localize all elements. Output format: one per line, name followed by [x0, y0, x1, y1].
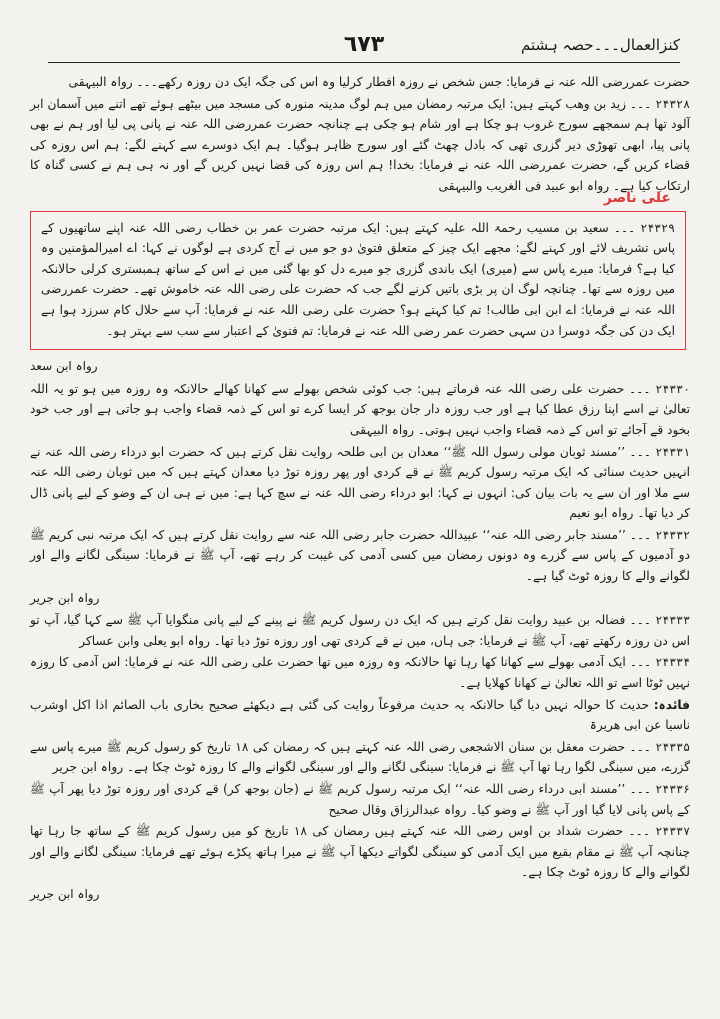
hadith-number: ۲۴۳۳۱ — [655, 444, 690, 459]
hadith-number: ۲۴۳۲۸ — [655, 96, 691, 111]
hadith-number: ۲۴۳۳۵ — [655, 739, 691, 754]
hadith-number: ۲۴۳۲۹ — [640, 220, 676, 235]
hadith-paragraph: ۲۴۳۳۵ ۔۔۔ حضرت معقل بن سنان الاشجعی رضی اللہ عنہ کہتے ہیں کہ رمضان کی ۱۸ تاریخ کو رسول کریم ﷺ میرے پاس سے گزرے، میں سینگی لگوا رہا تھا آپ ﷺ نے فرمایا: سینگی لگانے والے اور سینگی لگوانے والے کا روزہ ٹوٹ چکا ہے۔ رواہ ابن جریر — [30, 739, 691, 775]
hadith-paragraph: ۲۴۳۳۶ ۔۔۔ ’’مسند ابی درداء رضی اللہ عنہ‘‘ ایک مرتبہ رسول کریم ﷺ نے (جان بوجھ کر) قے کردی اور روزہ توڑ دیا پھر آپ ﷺ کے پاس پانی لایا گیا اور آپ ﷺ نے وضو کیا۔ رواہ عبدالرزاق وقال صحیح — [30, 782, 690, 817]
paragraph-text: ’’مسند ثوبان مولی رسول اللہ ﷺ‘‘ معدان بن ابی طلحہ روایت نقل کرتے ہیں کہ حضرت ابو درداء رضی اللہ عنہ نے انہیں حدیث سنائی کہ ایک مرتبہ رسول کریم ﷺ نے قے کردی اور پھر روزہ توڑ دیا معدان کہتے ہیں کہ میں ثوبان رضی اللہ عنہ سے ملا اور ان سے یہ بات بیان کی: انہوں نے کہا: ابو درداء رضی اللہ عنہ نے سچ کہا ہے: میں نے ہی ان کے وضو کے لیے پانی ڈال کر دیا تھا۔ رواہ ابو نعیم — [30, 444, 690, 521]
hadith-paragraph: ۲۴۳۳۴ ۔۔۔ ایک آدمی بھولے سے کھانا کھا رہا تھا حالانکہ وہ روزہ میں تھا حضرت علی رضی اللہ عنہ نے فرمایا: اس آدمی کا روزہ نہیں ٹوٹا اسے تو اللہ تعالیٰ نے کھانا کھلایا ہے۔ — [30, 655, 690, 691]
hadith-number: ۲۴۳۳۳ — [655, 613, 690, 628]
note-label: فائدہ: — [653, 697, 690, 712]
paragraph-text: حضرت عمررضی اللہ عنہ نے فرمایا: جس شخص نے روزہ افطار کرلیا وہ اس کی جگہ ایک دن روزہ رکھے۔۔۔ رواہ البیہقی — [68, 75, 690, 89]
hadith-number: ۲۴۳۳۶ — [655, 782, 690, 796]
hadith-paragraph: ۲۴۳۳۲ ۔۔۔ ’’مسند جابر رضی اللہ عنہ‘‘ عبیداللہ حضرت جابر رضی اللہ عنہ سے روایت نقل کرتے ہیں کہ ایک مرتبہ نبی کریم ﷺ دو آدمیوں کے پاس سے گزرے وہ دونوں رمضان میں کسی آدمی کی غیبت کر رہے تھے، آپ ﷺ نے فرمایا: سینگی لگانے والے اور لگوانے والے کا روزہ ٹوٹ گیا ہے۔ — [30, 527, 691, 584]
hadith-number: ۲۴۳۳۰ — [655, 381, 691, 396]
page-body — [30, 72, 690, 907]
paragraph-text: حضرت معقل بن سنان الاشجعی رضی اللہ عنہ کہتے ہیں کہ رمضان کی ۱۸ تاریخ کو رسول کریم ﷺ میرے پاس سے گزرے، میں سینگی لگوا رہا تھا آپ ﷺ نے فرمایا: سینگی لگانے والے اور سینگی لگوانے والے کا روزہ ٹوٹ چکا ہے۔ رواہ ابن جریر — [30, 739, 690, 775]
paragraph-text: سعید بن مسیب رحمۃ اللہ علیہ کہتے ہیں: ایک مرتبہ حضرت عمر بن خطاب رضی اللہ عنہ اپنے ساتھیوں کے پاس تشریف لائے اور کہنے لگے: مجھے ایک چیز کے متعلق فتویٰ دو جو میں نے آج کردی ہے لوگوں نے کہا: اے امیرالمؤمنین وہ کیا ہے؟ فرمایا: میرے پاس سے (میری) ایک باندی گزری جو میرے دل کو بھا گئی میں نے اس کے ساتھ ہمبستری کرلی حالانکہ میں روزہ سے تھا۔ چنانچہ لوگ ان پر بڑی باتیں کرنے لگے جب کہ حضرت علی رضی اللہ عنہ خاموش تھے۔ حضرت عمررضی اللہ عنہ نے فرمایا: اے ابن ابی طالب! تم کیا کہتے ہو؟ حضرت علی رضی اللہ عنہ نے فرمایا: آپ سے حلال کام سرزد ہوا ہے ایک دن کی جگہ دوسرا دن سہی حضرت عمر رضی اللہ عنہ نے فرمایا: تم فتویٰ کے اعتبار سے سب سے بہتر ہو۔ — [41, 220, 675, 338]
paragraph-text: حضرت علی رضی اللہ عنہ فرماتے ہیں: جب کوئی شخص بھولے سے کھانا کھالے حالانکہ وہ روزہ میں ہو تو یہ اللہ تعالیٰ نے اسے اپنا رزق عطا کیا ہے اور جب روزہ دار جان بوجھ کر ایسا کرے تو اس کے ذمہ قضاء واجب ہو جاتی ہے اور جب خود بخود قے آجائے تو اس کے ذمہ قضاء واجب نہیں ہوتی۔ رواہ البیہقی — [30, 381, 690, 437]
note-paragraph — [30, 695, 690, 736]
paragraph-text: زید بن وھب کہتے ہیں: ایک مرتبہ رمضان میں ہم لوگ مدینہ منورہ کی مسجد میں بیٹھے ہوئے تھے اتنے میں آسمان ابر آلود تھا ہم سمجھے سورج غروب ہو چکا ہے اور شام ہو چکی ہے چنانچہ حضرت عمررضی اللہ عنہ نے پانی پی لیا اور ہم نے بھی پانی پیا، ابھی تھوڑی دیر گزری تھی کہ بادل چھٹ گئے اور سورج ظاہر ہوگیا۔ ہم ایک دوسرے سے کہنے لگے: ہم اس روزہ کی قضاء کریں گے، حضرت عمررضی اللہ عنہ نے فرمایا: بخدا! ہم اس روزہ کی قضا نہیں کریں گے اور نہ ہی ہم نے کسی گناہ کا ارتکاب کیا ہے۔ رواہ ابو عبید فی الغریب والبیہقی — [30, 96, 691, 193]
book-title: کنزالعمال۔۔۔حصہ ہشتم — [521, 36, 680, 54]
page-header — [48, 30, 680, 64]
highlighted-box: علی ناصر ۲۴۳۲۹ ۔۔۔ سعید بن مسیب رحمۃ اللہ علیہ کہتے ہیں: ایک مرتبہ حضرت عمر بن خطاب رضی اللہ عنہ اپنے ساتھیوں کے پاس تشریف لائے اور کہنے لگے: مجھے ایک چیز کے متعلق فتویٰ دو جو میں نے آج کردی ہے لوگوں نے کہا: اے امیرالمؤمنین وہ کیا ہے؟ فرمایا: میرے پاس سے (میری) ایک باندی گزری جو میرے دل کو بھا گئی میں نے اس کے ساتھ ہمبستری کرلی حالانکہ میں روزہ سے تھا۔ چنانچہ لوگ ان پر بڑی باتیں کرنے لگے جب کہ حضرت علی رضی اللہ عنہ خاموش تھے۔ حضرت عمررضی اللہ عنہ نے فرمایا: اے ابن ابی طالب! تم کیا کہتے ہو؟ حضرت علی رضی اللہ عنہ نے فرمایا: آپ سے حلال کام سرزد ہوا ہے ایک دن کی جگہ دوسرا دن سہی حضرت عمر رضی اللہ عنہ نے فرمایا: تم فتویٰ کے اعتبار سے سب سے بہتر ہو۔ — [30, 211, 686, 351]
paragraph-text: ایک آدمی بھولے سے کھانا کھا رہا تھا حالانکہ وہ روزہ میں تھا حضرت علی رضی اللہ عنہ نے فرمایا: اس آدمی کا روزہ نہیں ٹوٹا اسے تو اللہ تعالیٰ نے کھانا کھلایا ہے۔ — [30, 655, 690, 691]
hadith-paragraph: ۲۴۳۳۱ ۔۔۔ ’’مسند ثوبان مولی رسول اللہ ﷺ‘‘ معدان بن ابی طلحہ روایت نقل کرتے ہیں کہ حضرت ابو درداء رضی اللہ عنہ نے انہیں حدیث سنائی کہ ایک مرتبہ رسول کریم ﷺ نے قے کردی اور پھر روزہ توڑ دیا معدان کہتے ہیں کہ میں ثوبان رضی اللہ عنہ سے ملا اور ان سے یہ بات بیان کی: انہوں نے کہا: ابو درداء رضی اللہ عنہ نے سچ کہا ہے: میں نے ہی ان کے وضو کے لیے پانی ڈال کر دیا تھا۔ رواہ ابو نعیم — [30, 444, 690, 521]
paragraph-text: حدیث کا حوالہ نہیں دیا گیا حالانکہ یہ حدیث مرفوعاً روایت کی گئی ہے دیکھئے صحیح بخاری باب الصائم اذا اکل اوشرب ناسیا عن ابی ھریرۃ — [30, 697, 690, 733]
hadith-number: ۲۴۳۳۲ — [655, 527, 691, 542]
hadith-number: ۲۴۳۳۴ — [655, 655, 690, 670]
hadith-paragraph: ۲۴۳۳۳ ۔۔۔ فضالہ بن عبید روایت نقل کرتے ہیں کہ ایک دن رسول کریم ﷺ نے پینے کے لیے پانی منگوایا آپ ﷺ سے کہا گیا، آپ تو اس دن روزہ رکھتے تھے، آپ ﷺ نے فرمایا: جی ہاں، میں نے قے کردی تھی اور روزہ توڑ دیا تھا۔ رواہ ابو یعلی وابن عساکر — [30, 613, 690, 648]
page-number: ٦٧٣ — [343, 32, 385, 57]
paragraph-text: حضرت شداد بن اوس رضی اللہ عنہ کہتے ہیں رمضان کی ۱۸ تاریخ کو میں رسول کریم ﷺ کے ساتھ جا رہا تھا چنانچہ آپ ﷺ نے مقام بقیع میں ایک آدمی کو سینگی لگواتے دیکھا آپ ﷺ نے میرا ہاتھ پکڑے ہوئے تھے فرمایا: سینگی لگانے والے اور لگوانے والے کا روزہ ٹوٹ چکا ہے۔ — [30, 824, 690, 880]
riwaya-source: رواہ ابن جریر — [30, 590, 100, 605]
riwaya-source: رواہ ابن سعد — [30, 359, 98, 374]
paragraph-text: ’’مسند ابی درداء رضی اللہ عنہ‘‘ ایک مرتبہ رسول کریم ﷺ نے (جان بوجھ کر) قے کردی اور روزہ توڑ دیا پھر آپ ﷺ کے پاس پانی لایا گیا اور آپ ﷺ نے وضو کیا۔ رواہ عبدالرزاق وقال صحیح — [30, 782, 690, 817]
paragraph — [30, 72, 690, 93]
riwaya-source: رواہ ابن جریر — [30, 886, 100, 901]
paragraph-text: ’’مسند جابر رضی اللہ عنہ‘‘ عبیداللہ حضرت جابر رضی اللہ عنہ سے روایت نقل کرتے ہیں کہ ایک مرتبہ نبی کریم ﷺ دو آدمیوں کے پاس سے گزرے وہ دونوں رمضان میں کسی آدمی کی غیبت کر رہے تھے، آپ ﷺ نے فرمایا: سینگی لگانے والے اور لگوانے والے کا روزہ ٹوٹ گیا ہے۔ — [30, 527, 690, 584]
hadith-paragraph: ۲۴۳۳۰ ۔۔۔ حضرت علی رضی اللہ عنہ فرماتے ہیں: جب کوئی شخص بھولے سے کھانا کھالے حالانکہ وہ روزہ میں ہو تو یہ اللہ تعالیٰ نے اسے اپنا رزق عطا کیا ہے اور جب روزہ دار جان بوجھ کر ایسا کرے تو اس کے ذمہ قضاء واجب ہو جاتی ہے اور جب خود بخود قے آجائے تو اس کے ذمہ قضاء واجب نہیں ہوتی۔ رواہ البیہقی — [30, 381, 691, 437]
hadith-paragraph: ۲۴۳۲۸ ۔۔۔ زید بن وھب کہتے ہیں: ایک مرتبہ رمضان میں ہم لوگ مدینہ منورہ کی مسجد میں بیٹھے ہوئے تھے اتنے میں آسمان ابر آلود تھا ہم سمجھے سورج غروب ہو چکا ہے اور شام ہو چکی ہے چنانچہ حضرت عمررضی اللہ عنہ نے پانی پی لیا اور ہم نے بھی پانی پیا، ابھی تھوڑی دیر گزری تھی کہ بادل چھٹ گئے اور سورج ظاہر ہوگیا۔ ہم ایک دوسرے سے کہنے لگے: ہم اس روزہ کی قضاء کریں گے، حضرت عمررضی اللہ عنہ نے فرمایا: بخدا! ہم اس روزہ کی قضا نہیں کریں گے اور نہ ہی ہم نے کسی گناہ کا ارتکاب کیا ہے۔ رواہ ابو عبید فی الغریب والبیہقی — [30, 96, 691, 193]
hadith-number: ۲۴۳۳۷ — [655, 824, 690, 839]
paragraph-text: فضالہ بن عبید روایت نقل کرتے ہیں کہ ایک دن رسول کریم ﷺ نے پینے کے لیے پانی منگوایا آپ ﷺ سے کہا گیا، آپ تو اس دن روزہ رکھتے تھے، آپ ﷺ نے فرمایا: جی ہاں، میں نے قے کردی تھی اور روزہ توڑ دیا تھا۔ رواہ ابو یعلی وابن عساکر — [30, 613, 690, 648]
handwritten-signature: علی ناصر — [603, 189, 671, 206]
header-rule — [48, 62, 680, 63]
hadith-paragraph: ۲۴۳۳۷ ۔۔۔ حضرت شداد بن اوس رضی اللہ عنہ کہتے ہیں رمضان کی ۱۸ تاریخ کو میں رسول کریم ﷺ کے ساتھ جا رہا تھا چنانچہ آپ ﷺ نے مقام بقیع میں ایک آدمی کو سینگی لگواتے دیکھا آپ ﷺ نے میرا ہاتھ پکڑے ہوئے تھے فرمایا: سینگی لگانے والے اور لگوانے والے کا روزہ ٹوٹ چکا ہے۔ — [30, 824, 690, 880]
